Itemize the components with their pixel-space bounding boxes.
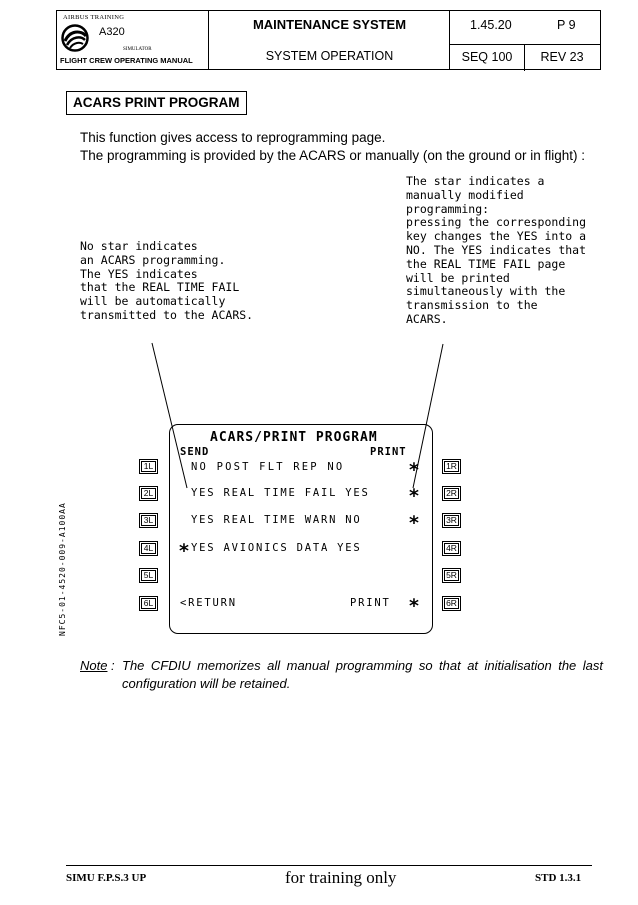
mcdu-row-1: NO POST FLT REP NO [191, 461, 345, 473]
lsk-5r-button[interactable]: 5R [442, 568, 461, 583]
lsk-1r-button[interactable]: 1R [442, 459, 461, 474]
lsk-4l-button[interactable]: 4L [139, 541, 158, 556]
chapter-number: 1.45.20 [470, 18, 512, 32]
manual-star-2r: * [409, 485, 419, 507]
lsk-1l-button[interactable]: 1L [139, 459, 158, 474]
lsk-6r-button[interactable]: 6R [442, 596, 461, 611]
callout-line: an ACARS programming. [80, 252, 226, 267]
lsk-4r-button[interactable]: 4R [442, 541, 461, 556]
send-column-label: SEND [180, 446, 210, 458]
manual-label: FLIGHT CREW OPERATING MANUAL [60, 56, 193, 65]
manual-star-1r: * [409, 459, 419, 481]
print-prompt[interactable]: PRINT [350, 597, 391, 609]
intro-line: This function gives access to reprogramming page. [80, 130, 386, 145]
callout-line: manually modified [406, 187, 524, 202]
callout-line: ACARS. [406, 311, 448, 326]
callout-line: NO. The YES indicates that [406, 242, 587, 257]
footer-left: SIMU F.P.S.3 UP [66, 872, 147, 884]
note-text: configuration will be retained. [122, 676, 291, 691]
lsk-5l-button[interactable]: 5L [139, 568, 158, 583]
manual-star-3r: * [409, 512, 419, 534]
callout-line: that the REAL TIME FAIL [80, 280, 240, 295]
mcdu-page-title: ACARS/PRINT PROGRAM [210, 430, 378, 445]
lsk-2r-button[interactable]: 2R [442, 486, 461, 501]
manual-star-6r: * [409, 595, 419, 617]
footer-center: for training only [285, 868, 397, 887]
footer-right: STD 1.3.1 [535, 872, 582, 884]
footer-rule [66, 865, 592, 866]
mcdu-row-3: YES REAL TIME WARN NO [191, 514, 362, 526]
callout-line: will be printed [406, 270, 510, 285]
print-column-label: PRINT [370, 446, 407, 458]
aircraft-label: A320 [99, 26, 125, 38]
lsk-2l-button[interactable]: 2L [139, 486, 158, 501]
callout-line: programming: [406, 201, 490, 216]
chapter-subtitle: SYSTEM OPERATION [265, 49, 394, 63]
manual-star-4l: * [179, 540, 189, 562]
return-prompt[interactable]: <RETURN [180, 597, 237, 609]
note-label: Note [80, 658, 108, 673]
section-title: ACARS PRINT PROGRAM [66, 91, 247, 115]
intro-line: The programming is provided by the ACARS or manually (on the ground or in flight) : [80, 148, 585, 163]
lsk-6l-button[interactable]: 6L [139, 596, 158, 611]
callout-line: No star indicates [80, 239, 198, 253]
figure-reference: NFC5-01-4520-009-A100AA [58, 502, 67, 636]
mcdu-row-2: YES REAL TIME FAIL YES [191, 487, 370, 499]
lsk-3r-button[interactable]: 3R [442, 513, 461, 528]
chapter-title: MAINTENANCE SYSTEM [252, 17, 407, 32]
callout-line: pressing the corresponding [406, 215, 587, 230]
lsk-3l-button[interactable]: 3L [139, 513, 158, 528]
callout-line: simultaneously with the [406, 284, 566, 299]
page-number: P 9 [557, 18, 576, 32]
sequence-number: SEQ 100 [461, 50, 513, 64]
mcdu-row-4: YES AVIONICS DATA YES [191, 542, 362, 554]
callout-line: will be automatically [80, 294, 226, 309]
brand-label: AIRBUS TRAINING [63, 14, 125, 21]
callout-line: The star indicates a [406, 174, 545, 188]
callout-line: the REAL TIME FAIL page [406, 256, 566, 271]
callout-line: transmitted to the ACARS. [80, 307, 254, 322]
note-text: The CFDIU memorizes all manual programming so that at initialisation the last [122, 658, 603, 673]
revision-number: REV 23 [540, 50, 584, 64]
note-colon: : [111, 658, 115, 673]
callout-line: transmission to the [406, 298, 538, 313]
callout-line: key changes the YES into a [406, 229, 587, 244]
callout-line: The YES indicates [80, 266, 198, 281]
simulator-label: SIMULATOR [123, 47, 152, 52]
